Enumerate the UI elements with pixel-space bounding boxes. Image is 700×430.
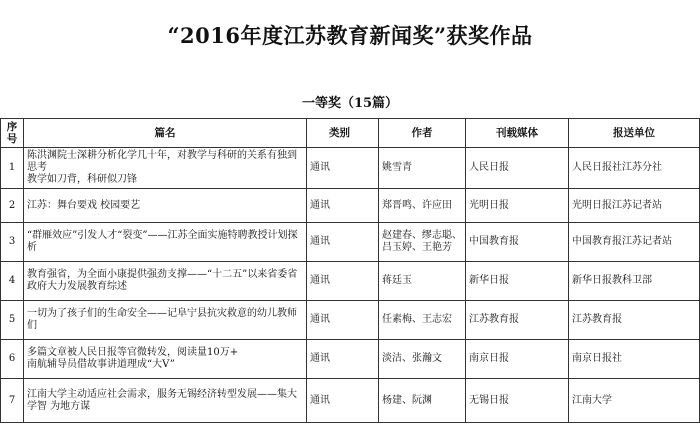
table-row <box>1 262 700 301</box>
cell-unit: 江苏教育报 <box>569 301 700 340</box>
cell-author: 姚雪青 <box>379 148 466 189</box>
cell-type: 通讯 <box>307 379 379 423</box>
cell-no: 3 <box>1 223 24 262</box>
cell-media: 江苏教育报 <box>466 301 569 340</box>
cell-media: 人民日报 <box>466 148 569 189</box>
header-media: 刊载媒体 <box>466 119 569 148</box>
header-no: 序号 <box>1 119 24 148</box>
cell-author: 杨建、阮渊 <box>379 379 466 423</box>
cell-unit: 新华日报教科卫部 <box>569 262 700 301</box>
cell-no: 4 <box>1 262 24 301</box>
cell-type: 通讯 <box>307 223 379 262</box>
cell-author: 赵建春、缪志聪、吕玉婷、王艳芳 <box>379 223 466 262</box>
award-table <box>0 118 700 423</box>
cell-type: 通讯 <box>307 340 379 379</box>
cell-media: 新华日报 <box>466 262 569 301</box>
cell-name <box>24 340 307 379</box>
cell-type: 通讯 <box>307 262 379 301</box>
cell-name: 一切为了孩子们的生命安全——记阜宁县抗灾救意的幼儿教师们 <box>24 301 307 340</box>
header-type: 类别 <box>307 119 379 148</box>
table-row <box>1 223 700 262</box>
cell-media: 无锡日报 <box>466 379 569 423</box>
table-header-row <box>1 119 700 148</box>
cell-unit: 光明日报江苏记者站 <box>569 189 700 223</box>
cell-name: 江苏：舞台要戏 校园要艺 <box>24 189 307 223</box>
cell-unit: 江南大学 <box>569 379 700 423</box>
cell-name: “群雁效应”引发人才“裂变”——江苏全面实施特聘教授计划探析 <box>24 223 307 262</box>
table-row <box>1 379 700 423</box>
header-unit: 报送单位 <box>569 119 700 148</box>
cell-type: 通讯 <box>307 189 379 223</box>
cell-type: 通讯 <box>307 148 379 189</box>
cell-name <box>24 148 307 189</box>
cell-no: 6 <box>1 340 24 379</box>
cell-author: 蒋廷玉 <box>379 262 466 301</box>
cell-media: 光明日报 <box>466 189 569 223</box>
cell-unit: 中国教育报江苏记者站 <box>569 223 700 262</box>
table-row <box>1 189 700 223</box>
name-line: 陈洪渊院士深耕分析化学几十年，对教学与科研的关系有独到思考 教学如刀背，科研似刀锋 <box>27 150 297 185</box>
header-author: 作者 <box>379 119 466 148</box>
table-row <box>1 340 700 379</box>
table-row <box>1 301 700 340</box>
cell-unit: 人民日报社江苏分社 <box>569 148 700 189</box>
header-name: 篇名 <box>24 119 307 148</box>
cell-no: 1 <box>1 148 24 189</box>
cell-unit: 南京日报社 <box>569 340 700 379</box>
name-line: 多篇文章被人民日报等官微转发，阅读量10万+ 南航辅导员借故事讲道理成“大V” <box>27 347 239 370</box>
cell-media: 中国教育报 <box>466 223 569 262</box>
cell-author: 任素梅、王志宏 <box>379 301 466 340</box>
cell-no: 7 <box>1 379 24 423</box>
table-row <box>1 148 700 189</box>
cell-author: 淡洁、张瀚文 <box>379 340 466 379</box>
award-section-heading: 一等奖（15篇） <box>301 96 399 111</box>
cell-type: 通讯 <box>307 301 379 340</box>
cell-media: 南京日报 <box>466 340 569 379</box>
document-title: “2016年度江苏教育新闻奖”获奖作品 <box>167 23 533 48</box>
cell-name: 教育强省，为全面小康提供强劲支撑——“十二五”以来省委省政府大力发展教育综述 <box>24 262 307 301</box>
cell-name: 江南大学主动适应社会需求，服务无锡经济转型发展——集大学智 为地方谋 <box>24 379 307 423</box>
cell-no: 5 <box>1 301 24 340</box>
cell-author: 郑晋鸣、许应田 <box>379 189 466 223</box>
cell-no: 2 <box>1 189 24 223</box>
